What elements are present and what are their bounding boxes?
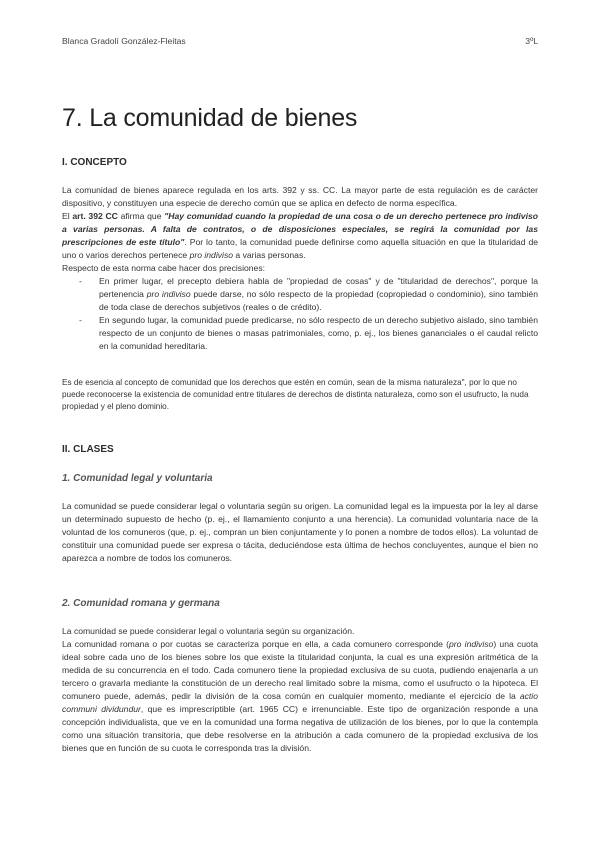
- section-concepto-body: [62, 184, 538, 353]
- latin-term: actio communi dividundur: [62, 691, 538, 714]
- text-run: La comunidad romana o por cuotas se caracteriza porque en ella, a cada comunero corresponde (: [62, 639, 450, 649]
- header-author: Blanca Gradolí González-Fleitas: [62, 36, 186, 46]
- subheading-romana-germana: 2. Comunidad romana y germana: [62, 598, 220, 609]
- latin-term: pro indiviso: [189, 250, 234, 260]
- text-run: a varias personas.: [233, 250, 306, 260]
- concepto-paragraph-4: Es de esencia al concepto de comunidad que los derechos que estén en común, sean de la misma naturaleza", por lo que no puede reconocerse la existencia de comunidad entre titulares de derechos de distinta naturaleza, como son el usufructo, la nuda propiedad y el pleno dominio.: [62, 378, 529, 411]
- romana-paragraph-2: [62, 638, 538, 755]
- text-run: puede darse, no sólo respecto de la propiedad (copropiedad o condominio), sino también de toda clase de derechos subjetivos (reales o de crédito).: [99, 289, 538, 312]
- subheading-legal-voluntaria: 1. Comunidad legal y voluntaria: [62, 473, 213, 484]
- romana-germana-body: [62, 625, 538, 755]
- latin-term: pro indiviso: [146, 289, 191, 299]
- text-run: En segundo lugar, la comunidad puede predicarse, no sólo respecto de un derecho subjetivo aislado, sino también respecto de un conjunto de bienes o masas patrimoniales, como, p. ej., los bienes gananciales o el caudal relicto en la comunidad hereditaria.: [99, 315, 538, 351]
- text-run: El: [62, 211, 73, 221]
- section-heading-concepto: I. CONCEPTO: [62, 157, 127, 168]
- text-run: . Por lo tanto, la comunidad puede definirse como aquella situación en que la titularidad de uno o varios derechos pertenece: [62, 237, 538, 260]
- romana-paragraph-1: La comunidad se puede considerar legal o voluntaria según su organización.: [62, 626, 355, 636]
- chapter-title: 7. La comunidad de bienes: [62, 104, 358, 132]
- text-run: ) una cuota ideal sobre cada uno de los bienes sobre los que existe la titularidad conjunta, la cual es una expresión aritmética de la medida de su concurrencia en el todo. Cada comunero tiene la propiedad exclusiva de su cuota, pudiendo enajenarla a un tercero o gravarla mediante la constitución de un derecho real limitado sobre la misma, como el usufructo o la hipoteca. El comunero puede, además, pedir la división de la cosa común en cualquier momento, mediante el ejercicio de la: [62, 639, 539, 701]
- precisiones-list: [62, 275, 538, 353]
- concepto-paragraph-1: La comunidad de bienes aparece regulada en los arts. 392 y ss. CC. La mayor parte de esta regulación es de carácter dispositivo, y constituyen una especie de derecho común que se aplica en defecto de norma específica.: [62, 185, 538, 208]
- header-course: 3ºL: [525, 36, 538, 46]
- dash-bullet: -: [79, 276, 82, 286]
- text-run: En primer lugar, el precepto debiera habla de "propiedad de cosas" y de "titularidad de derechos", porque la pertenencia: [99, 276, 538, 299]
- page-header: [62, 36, 538, 48]
- text-run: , que es imprescriptible (art. 1965 CC) e irrenunciable. Este tipo de organización responde a una concepción individualista, que ve en la comunidad una forma negativa de utilización de los bienes, por lo que la contempla como una situación transitoria, que debe resolverse en la atribución a cada comunero de la propiedad exclusiva de los bienes que en función de su cuota le corresponda tras la división.: [62, 704, 538, 753]
- latin-term: pro indiviso: [449, 639, 494, 649]
- legal-quote: "Hay comunidad cuando la propiedad de una cosa o de un derecho pertenece pro indiviso a varias personas. A falta de contratos, o de disposiciones especiales, se regirá la comunidad por las prescripciones de este título": [62, 211, 538, 247]
- concepto-paragraph-3: Respecto de esta norma cabe hacer dos precisiones:: [62, 263, 266, 273]
- legal-voluntaria-paragraph: La comunidad se puede considerar legal o voluntaria según su origen. La comunidad legal es la impuesta por la ley al darse un determinado supuesto de hecho (p. ej., el llamamiento conjunto a una herencia). La comunidad voluntaria nace de la voluntad de los comuneros (que, p. ej., compran un bien conjuntamente y lo ponen a nombre de todos ellos). La voluntad de constituir una comunidad puede ser expresa o tácita, deduciéndose esta última de hechos concluyentes, aunque el bien no aparezca a nombre de todos los comuneros.: [62, 501, 538, 563]
- list-item: [62, 314, 538, 353]
- list-item: [62, 275, 538, 314]
- article-reference: art. 392 CC: [72, 211, 118, 221]
- section-heading-clases: II. CLASES: [62, 444, 114, 455]
- dash-bullet: -: [79, 315, 82, 325]
- text-run: afirma que: [117, 211, 165, 221]
- concepto-paragraph-2: [62, 210, 538, 262]
